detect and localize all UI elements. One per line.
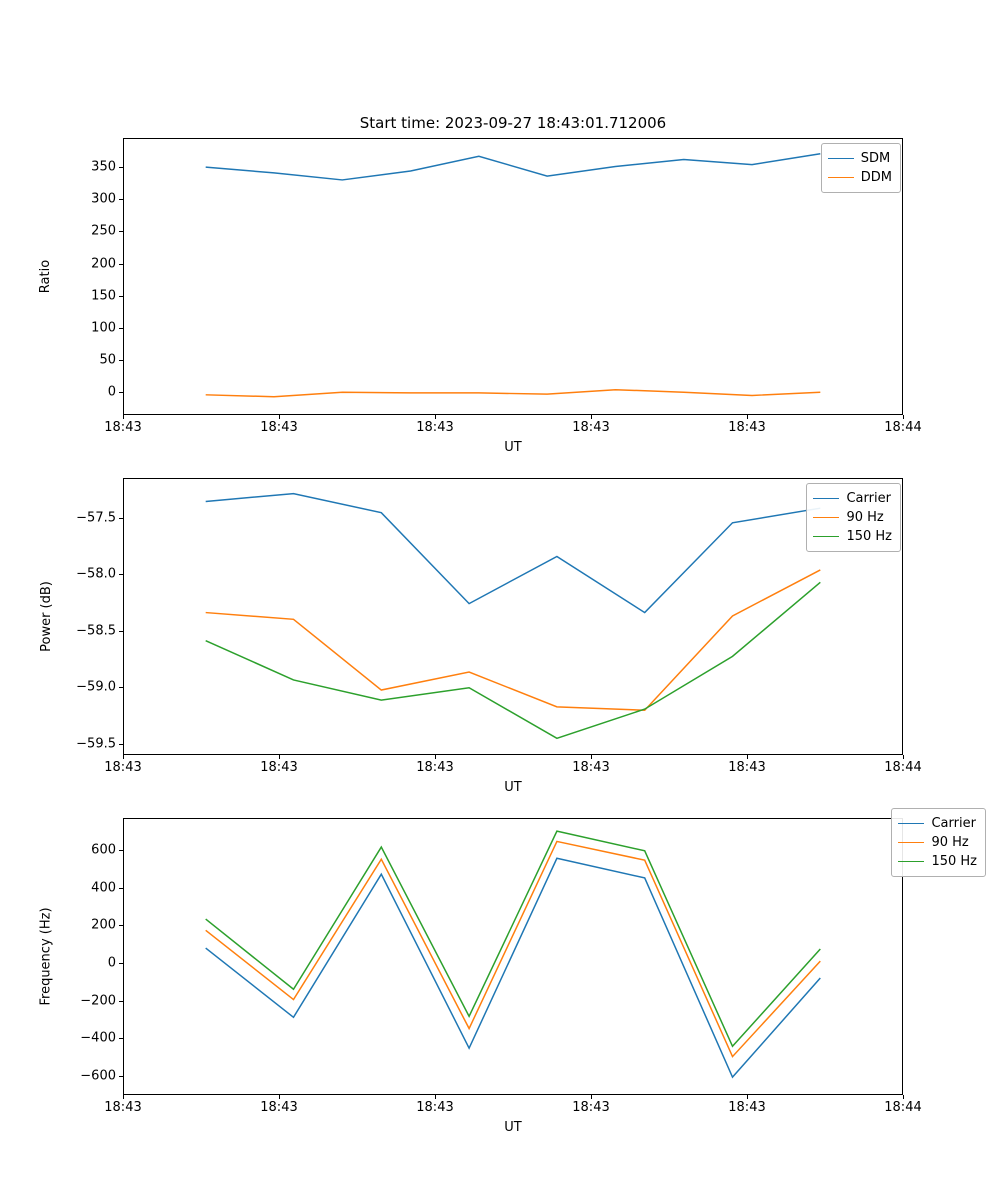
legend-swatch-icon	[828, 177, 854, 178]
legend-swatch-icon	[813, 536, 839, 537]
y-tick-mark	[119, 1038, 123, 1039]
x-tick-label: 18:43	[728, 420, 766, 435]
y-tick-label: −59.0	[76, 679, 116, 695]
y-tick-label: 250	[91, 223, 116, 239]
x-tick-mark	[435, 415, 436, 419]
x-axis-label-frequency: UT	[504, 1120, 522, 1135]
legend-label: SDM	[860, 151, 891, 166]
x-tick-label: 18:43	[416, 420, 454, 435]
y-tick-label: 200	[91, 256, 116, 272]
x-axis-label-ratio: UT	[504, 440, 522, 455]
x-tick-label: 18:43	[416, 760, 454, 775]
axes-frequency	[123, 818, 903, 1095]
y-tick-label: 50	[99, 352, 116, 368]
legend-item	[898, 852, 977, 871]
y-tick-mark	[119, 1001, 123, 1002]
y-tick-label: −58.0	[76, 566, 116, 582]
x-tick-mark	[747, 755, 748, 759]
panel-ratio	[0, 110, 1000, 455]
x-tick-mark	[591, 415, 592, 419]
x-tick-label: 18:43	[572, 1100, 610, 1115]
axes-ratio	[123, 138, 903, 415]
y-tick-labels-ratio	[48, 138, 116, 415]
y-axis-label-ratio: Ratio	[38, 259, 54, 294]
legend-label: 150 Hz	[931, 854, 977, 869]
x-tick-label: 18:43	[728, 760, 766, 775]
x-tick-label: 18:43	[260, 1100, 298, 1115]
x-tick-label: 18:43	[260, 760, 298, 775]
legend-item	[813, 489, 892, 508]
x-tick-mark	[279, 415, 280, 419]
x-tick-mark	[747, 1095, 748, 1099]
y-tick-label: 150	[91, 288, 116, 304]
panel-power	[0, 450, 1000, 795]
y-tick-mark	[119, 231, 123, 232]
legend-label: Carrier	[931, 816, 976, 831]
x-tick-mark	[435, 1095, 436, 1099]
panel-frequency	[0, 790, 1000, 1135]
legend-swatch-icon	[813, 498, 839, 499]
legend-label: Carrier	[846, 491, 891, 506]
y-axis-label-frequency: Frequency (Hz)	[38, 907, 54, 1006]
x-tick-mark	[123, 755, 124, 759]
legend-power	[806, 483, 901, 552]
x-tick-label: 18:43	[572, 420, 610, 435]
legend-label: DDM	[860, 170, 892, 185]
y-tick-label: 0	[107, 384, 116, 400]
y-tick-mark	[119, 264, 123, 265]
x-tick-label: 18:43	[260, 420, 298, 435]
y-tick-mark	[119, 925, 123, 926]
y-tick-mark	[119, 963, 123, 964]
y-tick-label: −400	[80, 1030, 116, 1046]
legend-frequency	[891, 808, 986, 877]
y-tick-mark	[119, 574, 123, 575]
y-tick-mark	[119, 744, 123, 745]
y-tick-mark	[119, 687, 123, 688]
x-tick-mark	[279, 1095, 280, 1099]
y-tick-mark	[119, 518, 123, 519]
legend-item	[813, 527, 892, 546]
x-axis-label-power: UT	[504, 780, 522, 795]
y-tick-mark	[119, 296, 123, 297]
y-tick-label: 300	[91, 191, 116, 207]
x-tick-mark	[903, 1095, 904, 1099]
y-tick-mark	[119, 1076, 123, 1077]
legend-label: 90 Hz	[931, 835, 969, 850]
y-tick-label: −200	[80, 993, 116, 1009]
y-tick-label: −59.5	[76, 736, 116, 752]
legend-item	[898, 833, 977, 852]
plot-ratio	[124, 139, 902, 414]
y-tick-mark	[119, 850, 123, 851]
x-tick-label: 18:44	[884, 1100, 922, 1115]
x-tick-label: 18:43	[104, 760, 142, 775]
x-tick-mark	[123, 415, 124, 419]
legend-swatch-icon	[828, 158, 854, 159]
x-tick-label: 18:43	[416, 1100, 454, 1115]
y-tick-mark	[119, 360, 123, 361]
y-tick-label: 400	[91, 880, 116, 896]
y-tick-labels-power	[48, 478, 116, 755]
legend-swatch-icon	[813, 517, 839, 518]
x-tick-mark	[747, 415, 748, 419]
legend-swatch-icon	[898, 842, 924, 843]
x-tick-label: 18:43	[728, 1100, 766, 1115]
legend-ratio	[821, 143, 901, 193]
y-tick-mark	[119, 888, 123, 889]
legend-item	[898, 814, 977, 833]
y-tick-label: 350	[91, 159, 116, 175]
x-tick-mark	[591, 755, 592, 759]
figure-title: Start time: 2023-09-27 18:43:01.712006	[359, 114, 667, 132]
legend-swatch-icon	[898, 823, 924, 824]
legend-label: 90 Hz	[846, 510, 884, 525]
x-tick-mark	[435, 755, 436, 759]
x-tick-label: 18:44	[884, 420, 922, 435]
legend-item	[828, 168, 892, 187]
y-tick-mark	[119, 392, 123, 393]
y-tick-label: −57.5	[76, 510, 116, 526]
x-tick-mark	[123, 1095, 124, 1099]
x-tick-label: 18:44	[884, 760, 922, 775]
y-axis-label-power: Power (dB)	[38, 581, 54, 652]
y-tick-label: 100	[91, 320, 116, 336]
y-tick-label: 600	[91, 842, 116, 858]
y-tick-label: −600	[80, 1068, 116, 1084]
y-tick-label: −58.5	[76, 623, 116, 639]
x-tick-mark	[903, 755, 904, 759]
y-tick-label: 0	[107, 955, 116, 971]
plot-frequency	[124, 819, 902, 1094]
y-tick-mark	[119, 199, 123, 200]
legend-item	[828, 149, 892, 168]
y-tick-mark	[119, 167, 123, 168]
x-tick-mark	[903, 415, 904, 419]
axes-power	[123, 478, 903, 755]
y-tick-label: 200	[91, 917, 116, 933]
x-tick-label: 18:43	[104, 420, 142, 435]
plot-power	[124, 479, 902, 754]
x-tick-mark	[591, 1095, 592, 1099]
y-tick-labels-frequency	[48, 818, 116, 1095]
y-tick-mark	[119, 631, 123, 632]
x-tick-label: 18:43	[572, 760, 610, 775]
legend-label: 150 Hz	[846, 529, 892, 544]
legend-swatch-icon	[898, 861, 924, 862]
legend-item	[813, 508, 892, 527]
x-tick-mark	[279, 755, 280, 759]
x-tick-label: 18:43	[104, 1100, 142, 1115]
y-tick-mark	[119, 328, 123, 329]
